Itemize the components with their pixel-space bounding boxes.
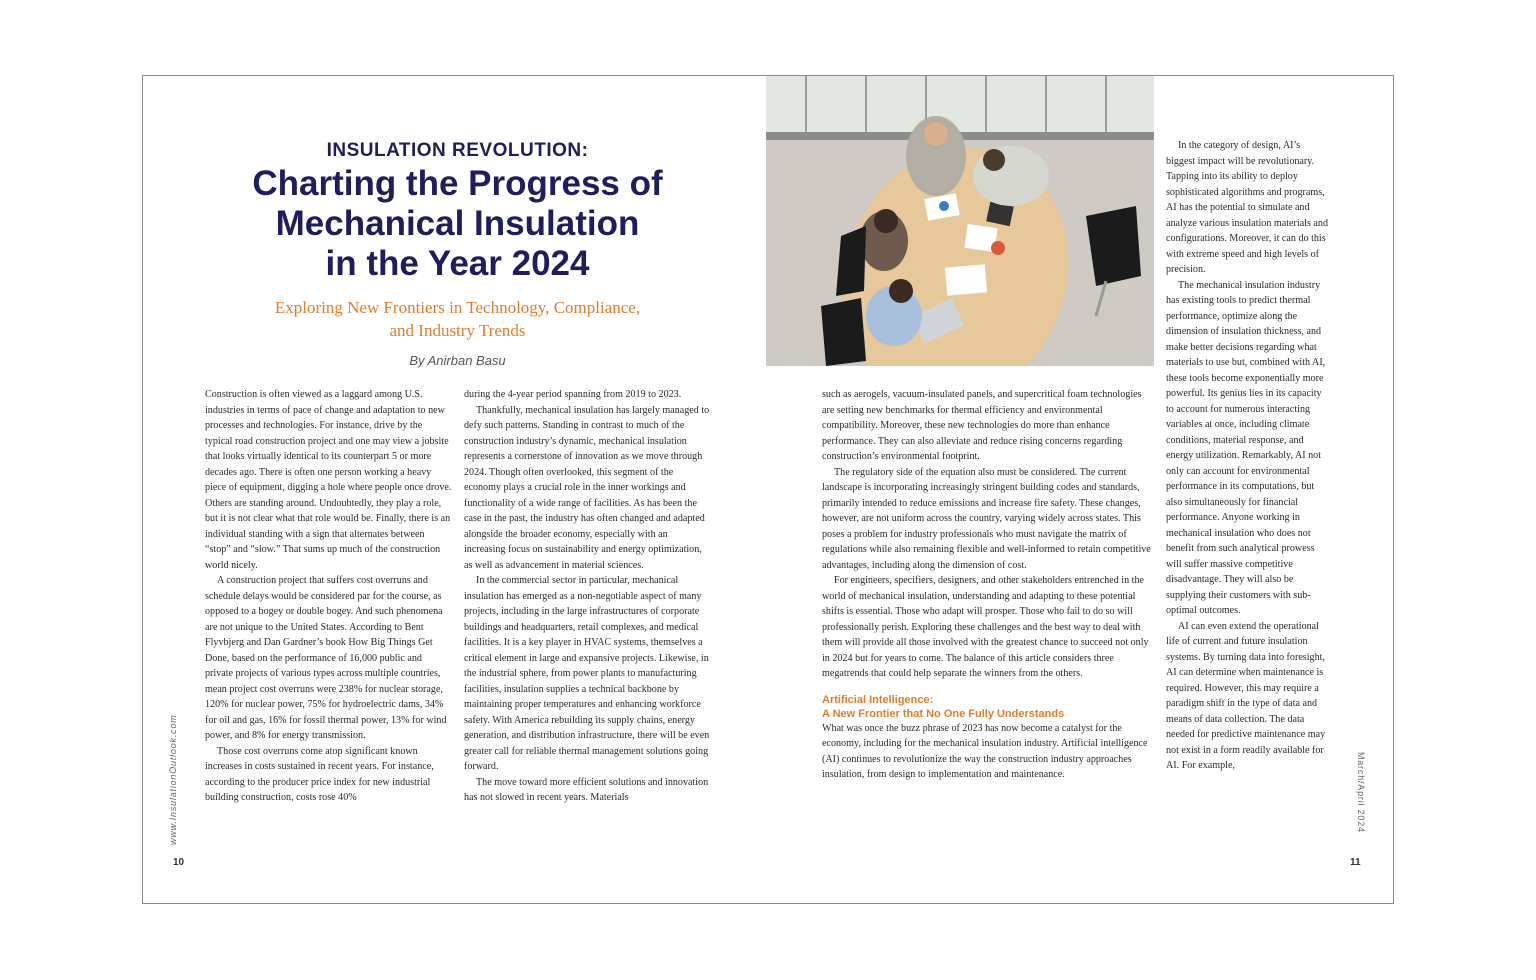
photo-illustration: [766, 76, 1154, 366]
margin-issue-date: March/April 2024: [1356, 752, 1366, 833]
body-column-4: [1166, 138, 1328, 774]
paragraph: Those cost overruns come atop significant known increases in costs sustained in recent years. For instance, according to the producer price index for new industrial building construction, costs rose 40%: [205, 745, 434, 803]
headline-line: in the Year 2024: [325, 244, 590, 283]
headline-line: Mechanical Insulation: [275, 204, 640, 243]
margin-url: www.InsulationOutlook.com: [168, 714, 178, 845]
page-number-right: 11: [1350, 857, 1361, 868]
paragraph: AI can even extend the operational life of current and future insulation systems. By turning data into foresight, AI can determine when maintenance is required. However, this may require a paradigm shift in the type of data and means of data collection. The data needed for predictive maintenance may not exist in a form readily available for AI. For example,: [1166, 620, 1326, 771]
deck-line: and Industry Trends: [389, 321, 526, 340]
paragraph: For engineers, specifiers, designers, and other stakeholders entrenched in the world of mechanical insulation, understanding and adapting to these potential shifts is essential. Those who adapt will prosper. Those who fail to do so will professionally perish. Exploring these challenges and the best way to deal with them will provide all those involved with the greatest chance to succeed not only in 2024 but for years to come. The balance of this article considers three megatrends that could help separate the winners from the others.: [822, 575, 1149, 679]
office-meeting-photo: [766, 76, 1154, 366]
byline: By Anirban Basu: [409, 353, 506, 368]
headline-line: Charting the Progress of: [252, 164, 663, 203]
paragraph: In the commercial sector in particular, mechanical insulation has emerged as a non-negotiable aspect of many projects, including in the large infrastructures of corporate buildings and headquarters, retail complexes, and medical facilities. It is a key player in HVAC systems, themselves a critical element in large and expansive projects. Likewise, in the industrial sphere, from power plants to manufacturing facilities, insulation supplies a technical backbone by maintaining proper temperatures and enhancing workforce safety. With America rebuilding its supply chains, energy generation, and distribution infrastructure, there will be even greater call for reliable thermal management solutions going forward.: [464, 575, 710, 772]
subhead-line: A New Frontier that No One Fully Understands: [822, 707, 1065, 720]
deck-line: Exploring New Frontiers in Technology, Compliance,: [274, 298, 641, 317]
paragraph: Thankfully, mechanical insulation has largely managed to defy such patterns. Standing in contrast to much of the construction industry’s dynamic, mechanical insulation represents a cornerstone of innovation as we move through 2024. Though often overlooked, this segment of the economy plays a crucial role in the inner workings and functionality of a wide range of facilities. As has been the case in the past, the industry has often changed and adapted alongside the broader economy, especially with an increasing focus on sustainability and energy optimization, as well as advancement in material sciences.: [464, 404, 710, 571]
paragraph: The move toward more efficient solutions and innovation has not slowed in recent years. Materials: [464, 776, 709, 803]
body-column-1: [205, 387, 452, 806]
page-number-left: 10: [173, 857, 185, 868]
article-kicker: INSULATION REVOLUTION:: [326, 140, 589, 161]
article-headline: [175, 164, 740, 284]
paragraph: Construction is often viewed as a laggard among U.S. industries in terms of pace of change and adaptation to new processes and technologies. For instance, drive by the typical road construction project and one may view a jobsite that looks virtually identical to its counterpart 5 or more decades ago. There is often one person working a heavy piece of equipment, digging a hole where people once drove. Others are standing around. Undoubtedly, they play a role, but it is not clear what that role would be. Finally, there is an individual standing with a sign that alternates between “stop” and “slow.” That sums up much of the construction world nicely.: [205, 389, 452, 571]
paragraph: during the 4-year period spanning from 2019 to 2023.: [464, 389, 682, 400]
paragraph: What was once the buzz phrase of 2023 has now become a catalyst for the economy, including for the mechanical insulation industry. Artificial intelligence (AI) continues to revolutionize the way the construction industry approaches insulation, from design to implementation and maintenance.: [822, 722, 1148, 780]
paragraph: A construction project that suffers cost overruns and schedule delays would be considered par for the course, as opposed to a bogey or double bogey. And such phenomena are not unique to the United States. According to Bent Flyvbjerg and Dan Gardner’s book How Big Things Get Done, based on the performance of 16,000 public and private projects of various types across multiple countries, mean project cost overruns were 238% for nuclear storage, 120% for nuclear power, 75% for hydroelectric dams, 34% for oil and gas, 16% for fossil thermal power, 13% for wind power, and 8% for energy transmission.: [205, 575, 447, 741]
paragraph: such as aerogels, vacuum-insulated panels, and supercritical foam technologies are setting new benchmarks for thermal efficiency and environmental compatibility. Moreover, these new technologies do more than enhance performance. They can also alleviate and reduce rising concerns regarding construction’s environmental footprint.: [822, 389, 1142, 462]
section-subhead: [822, 693, 1156, 721]
body-column-2: [464, 387, 711, 806]
paragraph: The mechanical insulation industry has existing tools to predict thermal performance, optimize along the dimension of insulation thickness, and make better decisions regarding what materials to use but, combined with AI, these tools become exponentially more powerful. Its genius lies in its capacity to account for numerous interacting variables at once, including climate conditions, material response, and energy utilization. Remarkably, AI not only can account for environmental performance in its computations, but also simultaneously for financial performance. Anyone working in mechanical insulation who does not benefit from such analytical prowess will suffer massive competitive disadvantage. They will also be supplying their customers with sub-optimal outcomes.: [1166, 279, 1326, 616]
body-column-3: [822, 387, 1156, 783]
subhead-line: Artificial Intelligence:: [822, 693, 934, 706]
article-deck: [175, 296, 740, 342]
paragraph: In the category of design, AI’s biggest impact will be revolutionary. Tapping into its ability to deploy sophisticated algorithms and programs, AI has the potential to simulate and analyze various insulation materials and configurations. Moreover, it can do this with extreme speed and high levels of precision.: [1166, 140, 1329, 275]
paragraph: The regulatory side of the equation also must be considered. The current landscape is incorporating increasingly stringent building codes and standards, primarily intended to reduce emissions and increase fire safety. These changes, however, are not uniform across the country, varying widely across states. This poses a problem for industry professionals who must navigate the matrix of regulations while also remaining flexible and well-informed to retain competitive advantages, including along the dimension of cost.: [822, 466, 1151, 571]
